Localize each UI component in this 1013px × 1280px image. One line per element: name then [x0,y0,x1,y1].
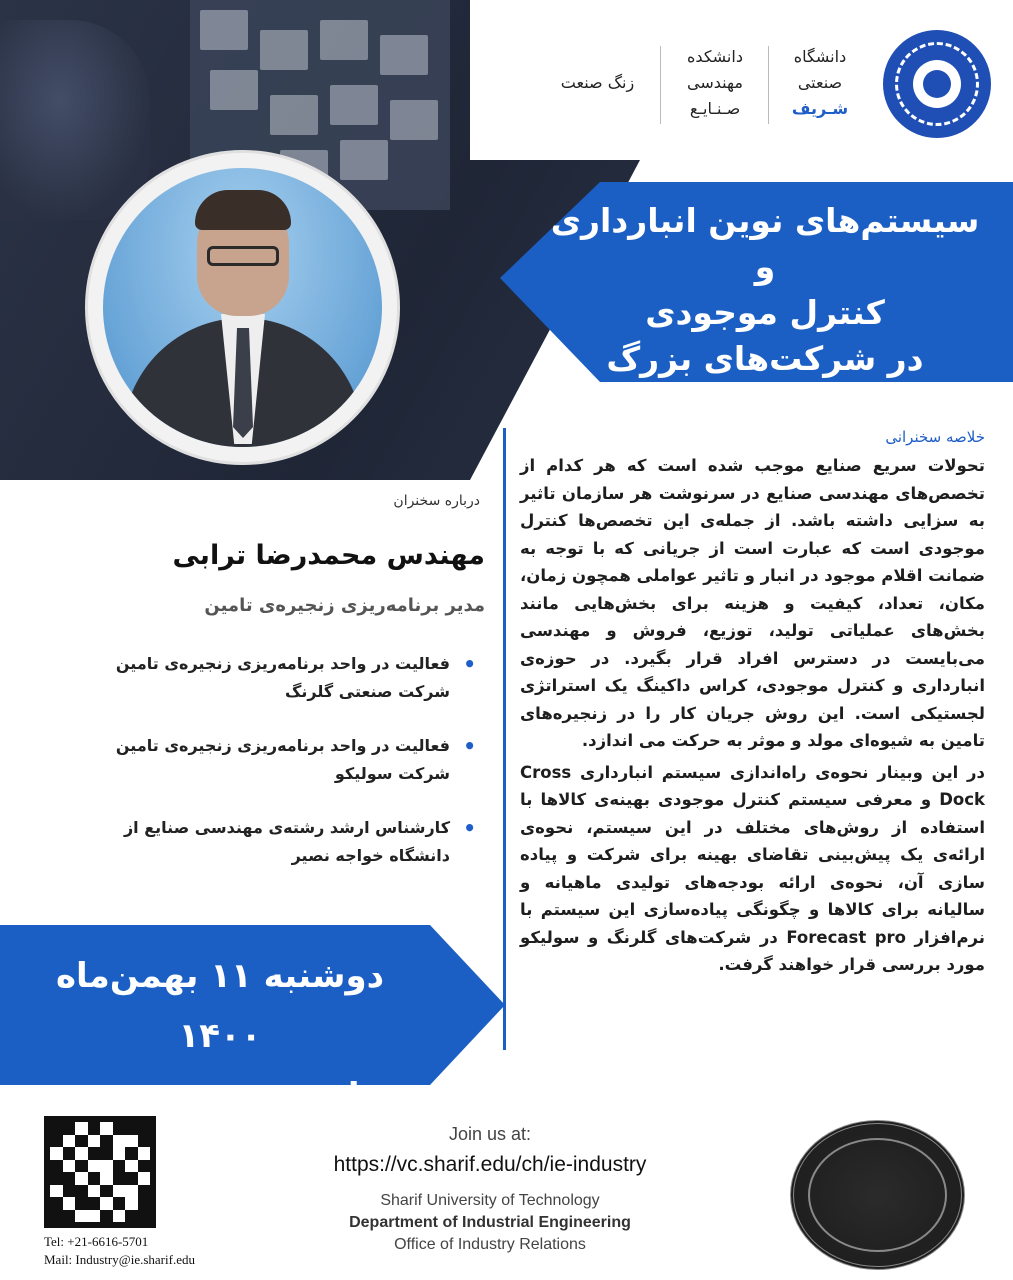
event-datetime [20,946,420,1126]
speaker-name: مهندس محمدرضا ترابی [172,540,485,571]
sharif-university-logo [883,30,991,138]
phone-text: Tel: +21-6616-5701 [44,1234,149,1249]
organization-block: Sharif University of Technology Department of Industrial Engineering Office of Industry Relations [349,1192,631,1253]
event-date: دوشنبه ۱۱ بهمن‌ماه ۱۴۰۰ [55,956,385,1056]
speaker-label: درباره سخنران [393,493,480,509]
join-label: Join us at: [448,1124,532,1144]
page-title: سیستم‌های نوین انبارداری و کنترل موجودی در شرکت‌های بزرگ [550,201,980,378]
abstract-paragraph: تحولات سریع صنایع موجب شده است که هر کدام از تخصص‌های مهندسی صنایع در سرنوشت هر سازمان تاثیر به سزایی داشته باشد. از جمله‌ی این تخصص‌ها کنترل موجودی است که عبارت است از جریانی که با توجه به ضمانت اقلام موجود در انبار و تاثیر عواملی همچون زمان، مکان، تعداد، کیفیت و هزینه برای بخش‌هایی مانند بخش‌های عملیاتی تولید، توزیع، فروش و مهندسی می‌بایست در دسترس افراد قرار بگیرد. در حوزه‌ی انبارداری و کنترل موجودی، کراس داکینگ یک استراتژی لجستیکی است. این روش جریان کار را در زنجیره‌های تامین به شیوه‌ای مولد و موثر به حرکت می اندازد. [520,456,985,750]
abstract-label: خلاصه سخنرانی [885,428,985,446]
list-item: • فعالیت در واحد برنامه‌ریزی زنجیره‌ی تامین شرکت سولیکو [60,732,480,788]
abstract-text [520,452,985,979]
column-divider [503,428,506,1050]
faculty-calligraphy-seal [790,1120,965,1270]
speaker-bio-list [60,650,480,896]
event-time: ساعت ۱۶:۰۰ - ۱۸:۰۰ [45,1076,395,1116]
hero-background-person [0,20,150,220]
speaker-role: مدیر برنامه‌ریزی زنجیره‌ی تامین [204,595,485,616]
list-item: • فعالیت در واحد برنامه‌ریزی زنجیره‌ی تامین شرکت صنعتی گلرنگ [60,650,480,706]
join-block [300,1124,680,1177]
speaker-photo [103,168,382,447]
abstract-paragraph: در این وبینار نحوه‌ی راه‌اندازی سیستم انبارداری Cross Dock و معرفی سیستم کنترل موجودی بهینه‌ی کالاها با استفاده از روش‌های مختلف در این سیستم، نحوه‌ی ارائه‌ی یک پیش‌بینی تقاضای بهینه برای شرکت و پیاده سازی آن، نحوه‌ی ارائه بودجه‌های تولیدی ماهیانه و سالیانه برای کالاها و چگونگی پیاده‌سازی این سیستم با نرم‌افزار Forecast pro در شرکت‌های گلرنگ و سولیکو مورد بررسی قرار خواهند گرفت. [520,762,985,974]
join-link[interactable]: https://vc.sharif.edu/ch/ie-industry [333,1153,647,1176]
university-name: دانشگاه صنعتی شـریف [791,47,849,118]
series-name: زنگ صنعت [560,73,635,92]
contact-info [44,1233,195,1269]
list-item: • کارشناس ارشد رشته‌ی مهندسی صنایع از دانشگاه خواجه نصیر [60,814,480,870]
header-divider [768,46,769,124]
qr-code[interactable] [44,1116,156,1228]
faculty-name: دانشکده مهندسی صـنـایـع [687,47,743,118]
email-text[interactable]: Mail: Industry@ie.sharif.edu [44,1252,195,1267]
header-divider [660,46,661,124]
